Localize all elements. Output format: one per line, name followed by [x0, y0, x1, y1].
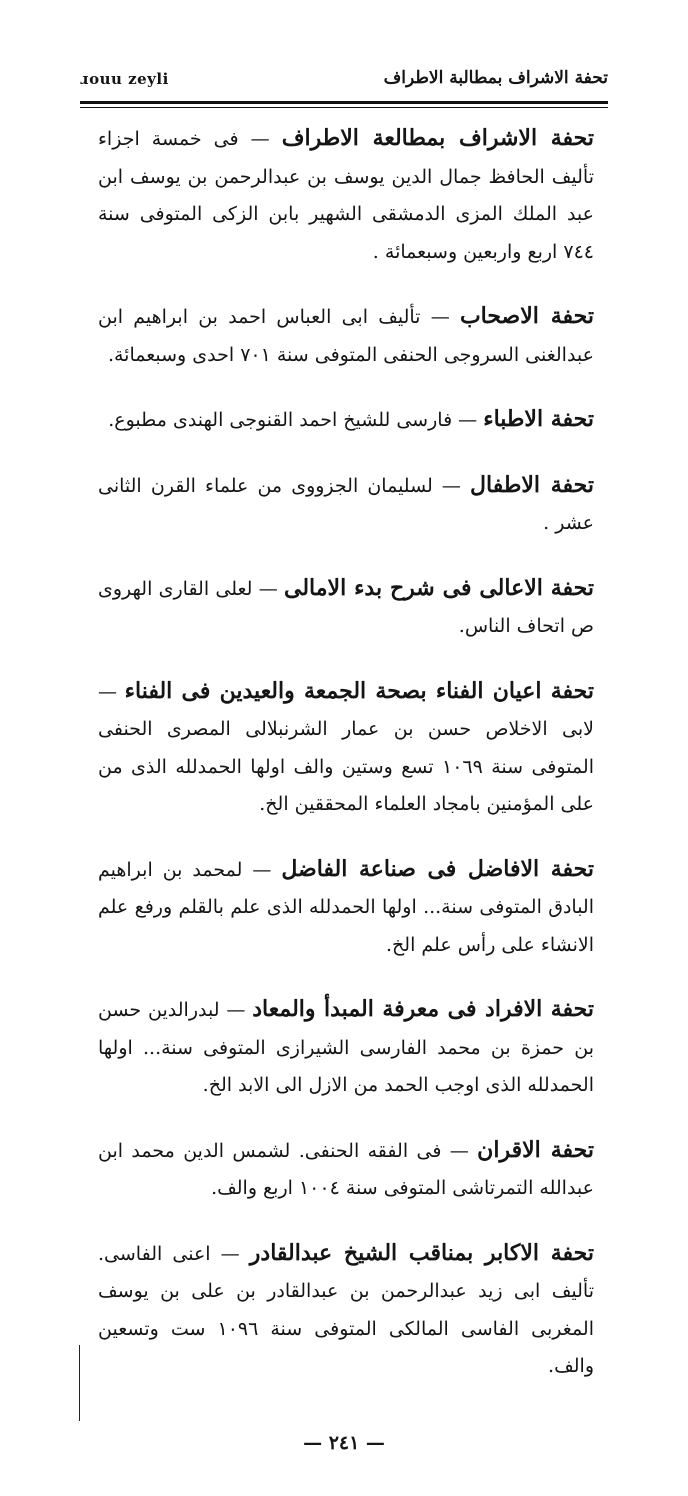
page-number: — ٢٤١ —	[303, 1432, 385, 1454]
entry	[98, 120, 594, 271]
entry	[98, 991, 594, 1105]
entry-body: — لمحمد بن ابراهيم البادق المتوفى سنة... اولها الحمدلله الذى علم بالقلم ورفع علم الانشاء على رأس علم الخ.	[98, 858, 594, 956]
entry	[98, 1132, 594, 1208]
running-header	[80, 70, 608, 100]
entry-body: — تأليف ابى العباس احمد بن ابراهيم ابن عبدالغنى السروجى الحنفى المتوفى سنة ٧٠١ احدى وسبعمائة.	[98, 306, 594, 366]
entry-text	[98, 991, 594, 1105]
entry-title: تحفة الافاضل فى صناعة الفاضل	[281, 855, 594, 882]
header-rule-thick	[80, 101, 608, 104]
header-left-text: ɹouu zeyli	[80, 70, 169, 88]
header-right-title: تحفة الاشراف بمطالبة الاطراف	[383, 68, 608, 88]
entry-title: تحفة الاقران	[477, 1136, 595, 1163]
entry-title: تحفة الافراد فى معرفة المبدأ والمعاد	[252, 996, 594, 1022]
entry-body: — فى خمسة اجزاء تأليف الحافظ جمال الدين يوسف بن عبدالرحمن بن يوسف ابن عبد الملك المزى الدمشقى الشهير بابن الزكى المتوفى سنة ٧٤٤ اربع واربعين وسبعمائة .	[98, 128, 594, 263]
entry-body: — لسليمان الجزووى من علماء القرن الثانى عشر .	[98, 474, 594, 534]
entry	[98, 851, 594, 965]
entry-text	[98, 570, 594, 646]
entry-title: تحفة الاصحاب	[459, 303, 594, 329]
entry-body: — لابى الاخلاص حسن بن عمار الشرنبلالى المصرى الحنفى المتوفى سنة ١٠٦٩ تسع وستين والف اولها الحمدلله الذى من على المؤمنين بامجاد العلماء المحققين الخ.	[98, 680, 594, 815]
entry-title: تحفة الاكابر بمناقب الشيخ عبدالقادر	[249, 1239, 594, 1266]
margin-line	[79, 1345, 80, 1421]
entry-text	[98, 298, 594, 374]
entry	[98, 298, 594, 374]
entry-text	[98, 1132, 594, 1208]
entry-body: — لعلى القارى الهروى ص اتحاف الناس.	[98, 577, 594, 637]
entry-text	[98, 851, 594, 965]
entry-body: — اعنى الفاسى. تأليف ابى زيد عبدالرحمن بن عبدالقادر بن على بن يوسف المغربى الفاسى المالكى المتوفى سنة ١٠٩٦ ست وتسعين والف.	[98, 1242, 594, 1377]
entry-text	[98, 120, 594, 271]
entry-body: — فارسى للشيخ احمد القنوجى الهندى مطبوع.	[108, 409, 484, 431]
entry-text	[98, 401, 594, 440]
entry-title: تحفة الاطباء	[483, 406, 594, 432]
entry	[98, 570, 594, 646]
entry-list	[98, 120, 594, 1413]
entry	[98, 401, 594, 440]
entry	[98, 1235, 594, 1386]
entry-title: تحفة الاعالى فى شرح بدء الامالى	[284, 574, 594, 601]
entry-text	[98, 1235, 594, 1386]
header-rule-thin	[80, 107, 608, 108]
entry-title: تحفة الاطفال	[470, 471, 594, 498]
entry	[98, 467, 594, 543]
entry-body: — فى الفقه الحنفى. لشمس الدين محمد ابن عبدالله التمرتاشى المتوفى سنة ١٠٠٤ اربع والف.	[98, 1139, 594, 1199]
entry	[98, 673, 594, 824]
entry-text	[98, 467, 594, 543]
entry-title: تحفة الاشراف بمطالعة الاطراف	[281, 125, 594, 151]
entry-body: — لبدرالدين حسن بن حمزة بن محمد الفارسى الشيرازى المتوفى سنة... اولها الحمدلله الذى اوجب الحمد من الازل الى الابد الخ.	[98, 999, 594, 1096]
entry-text	[98, 673, 594, 824]
entry-title: تحفة اعيان الفناء بصحة الجمعة والعيدين فى الفناء	[124, 677, 594, 704]
